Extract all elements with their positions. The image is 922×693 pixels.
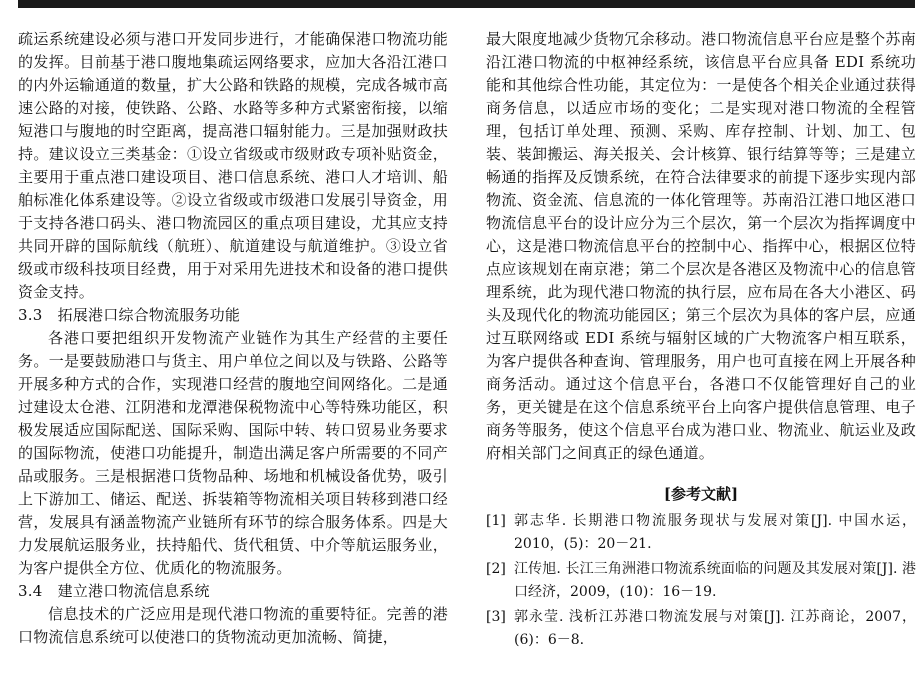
right-column: [486, 28, 916, 654]
reference-item: [486, 558, 916, 604]
left-column: [18, 28, 448, 649]
body-paragraph: 各港口要把组织开发物流产业链作为其生产经营的主要任务。一是要鼓励港口与货主、用户单位之间以及与铁路、公路等开展多种方式的合作，实现港口经营的腹地空间网络化。二是通过建设太仓港、江阴港和龙潭港保税物流中心等特殊功能区，积极发展适应国际配送、国际采购、国际中转、转口贸易业务要求的国际物流，使港口功能提升，制造出满足客户所需要的不同产品或服务。三是根据港口货物品种、场地和机械设备优势，吸引上下游加工、储运、配送、拆装箱等物流相关项目转移到港口经营，发展具有涵盖物流产业链所有环节的综合服务体系。四是大力发展航运服务业，扶持船代、货代租赁、中介等航运服务业，为客户提供全方位、优质化的物流服务。: [18, 329, 448, 577]
section-heading-3-4: 3.4 建立港口物流信息系统: [18, 582, 210, 600]
section-heading-3-3: 3.3 拓展港口综合物流服务功能: [18, 306, 241, 324]
header-rule: [18, 0, 915, 8]
body-paragraph: 信息技术的广泛应用是现代港口物流的重要特征。完善的港口物流信息系统可以使港口的货物流动更加流畅、简捷，: [18, 605, 448, 646]
references-heading: [参考文献]: [663, 485, 739, 503]
reference-item: [486, 510, 916, 556]
reference-text: 郭志华. 长期港口物流服务现状与发展对策[J]. 中国水运，2010，(5)：20－21.: [514, 513, 916, 552]
reference-number: [2]: [486, 561, 506, 577]
reference-text: 江传旭. 长江三角洲港口物流系统面临的问题及其发展对策[J]. 港口经济，2009，(10)：16－19.: [514, 561, 916, 600]
reference-text: 郭永莹. 浅析江苏港口物流发展与对策[J]. 江苏商论，2007，(6)：6－8.: [514, 609, 916, 648]
references-list: [486, 510, 916, 652]
body-paragraph: 疏运系统建设必须与港口开发同步进行，才能确保港口物流功能的发挥。目前基于港口腹地集疏运网络要求，应加大各沿江港口的内外运输通道的数量，扩大公路和铁路的规模，完成各城市高速公路的对接，使铁路、公路、水路等多种方式紧密衔接，以缩短港口与腹地的时空距离，提高港口辐射能力。三是加强财政扶持。建议设立三类基金：①设立省级或市级财政专项补贴资金，主要用于重点港口建设项目、港口信息系统、港口人才培训、船舶标准化体系建设等。②设立省级或市级港口发展引导资金，用于支持各港口码头、港口物流园区的重点项目建设，尤其应支持共同开辟的国际航线（航班）、航道建设与航道维护。③设立省级或市级科技项目经费，用于对采用先进技术和设备的港口提供资金支持。: [18, 30, 448, 301]
reference-number: [3]: [486, 609, 506, 625]
reference-number: [1]: [486, 513, 506, 529]
body-paragraph: 最大限度地减少货物冗余移动。港口物流信息平台应是整个苏南沿江港口物流的中枢神经系统，该信息平台应具备 EDI 系统功能和其他综合性功能，其定位为：一是使各个相关企业通过获得商务信息，以适应市场的变化；二是实现对港口物流的全程管理，包括订单处理、预测、采购、库存控制、计划、加工、包装、装卸搬运、海关报关、会计核算、银行结算等等；三是建立畅通的指挥及反馈系统，在符合法律要求的前提下逐步实现内部物流、资金流、信息流的一体化管理等。苏南沿江港口地区港口物流信息平台的设计应分为三个层次，第一个层次为指挥调度中心，这是港口物流信息平台的控制中心、指挥中心，根据区位特点应该规划在南京港；第二个层次是各港区及物流中心的信息管理系统，此为现代港口物流的执行层，应布局在各大小港区、码头及现代化的物流功能园区；第三个层次为具体的客户层，应通过互联网络或 EDI 系统与辐射区域的广大物流客户相互联系，为客户提供各种查询、管理服务，用户也可直接在网上开展各种商务活动。通过这个信息平台，各港口不仅能管理好自己的业务，更关键是在这个信息系统平台上向客户提供信息管理、电子商务等服务，使这个信息平台成为港口业、物流业、航运业及政府相关部门之间真正的绿色通道。: [486, 30, 916, 462]
reference-item: [486, 606, 916, 652]
